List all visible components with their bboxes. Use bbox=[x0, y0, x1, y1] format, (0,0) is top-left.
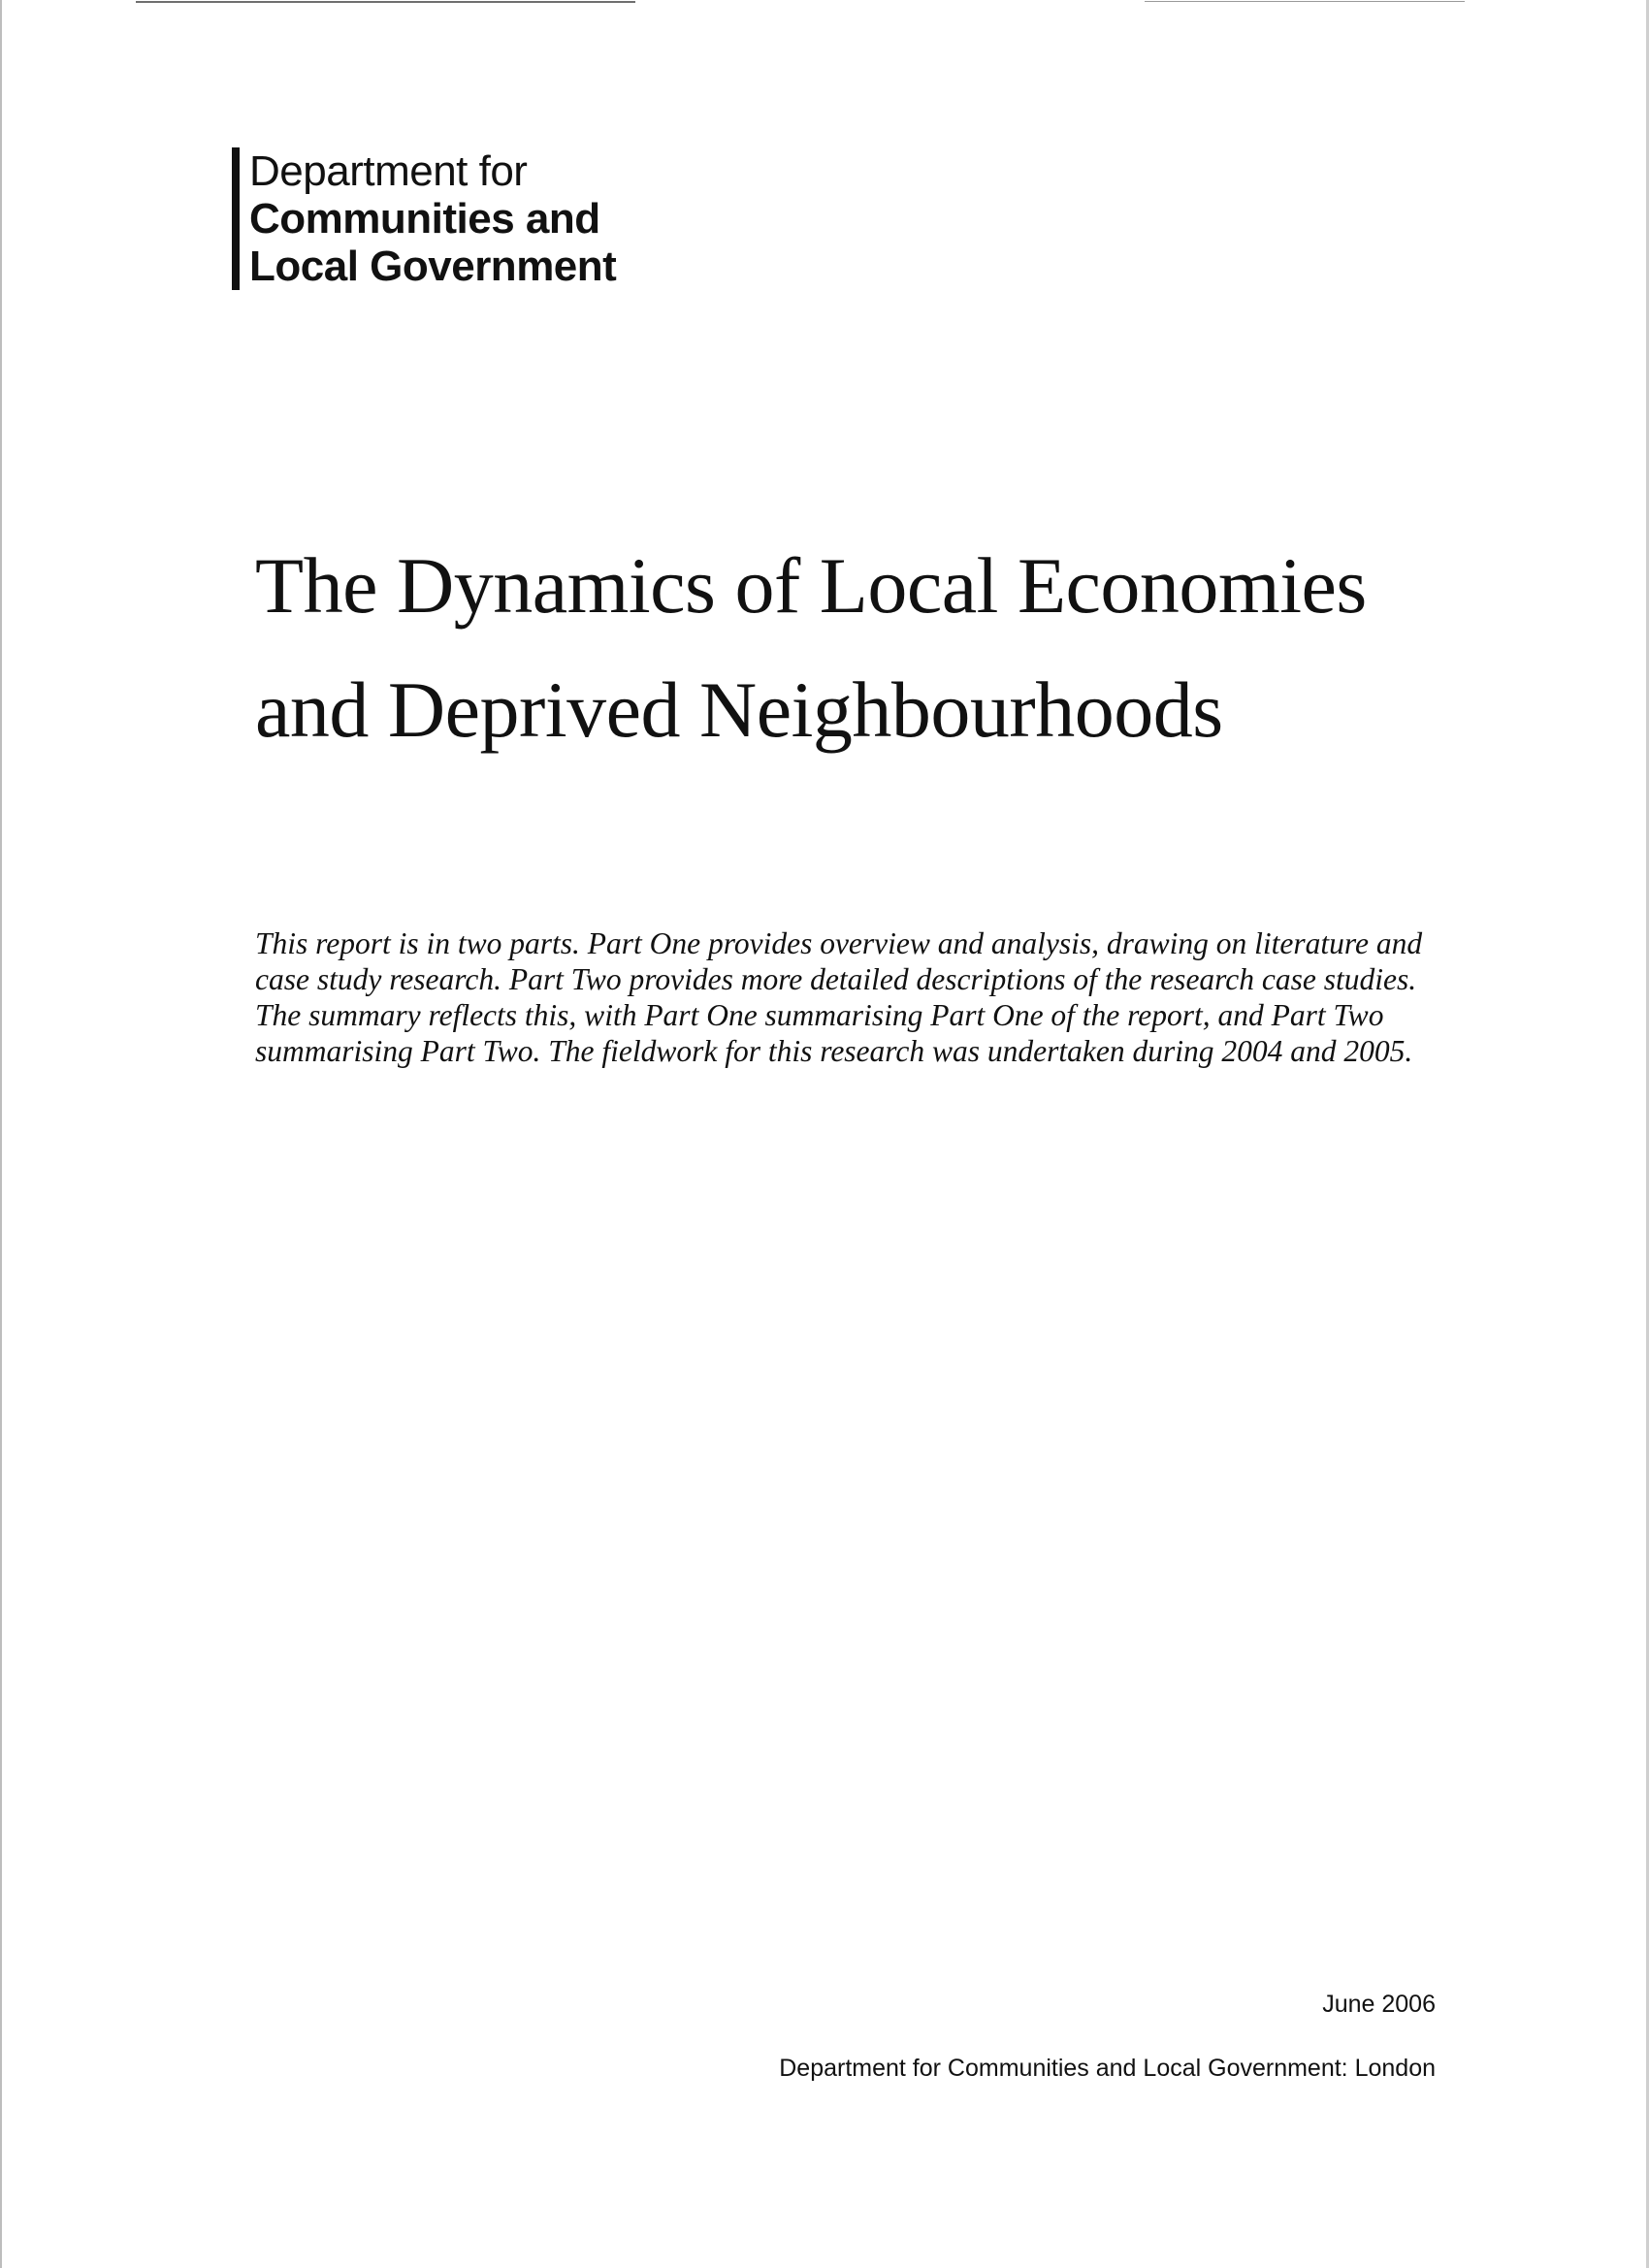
logo-line-local-government: Local Government bbox=[249, 243, 617, 290]
logo-bar bbox=[232, 147, 240, 290]
publication-date: June 2006 bbox=[1322, 1991, 1436, 2018]
logo-text bbox=[249, 147, 616, 290]
scan-artifact-top-right bbox=[1145, 1, 1465, 2]
scan-artifact-top bbox=[136, 1, 635, 3]
logo-line-department: Department for bbox=[249, 147, 528, 195]
scan-edge-left bbox=[0, 0, 2, 2268]
report-title-line1: The Dynamics of Local Economies bbox=[255, 541, 1367, 630]
report-title-line2: and Deprived Neighbourhoods bbox=[255, 665, 1223, 754]
publisher-line: Department for Communities and Local Government: London bbox=[779, 2055, 1436, 2082]
dclg-logo bbox=[232, 147, 616, 290]
logo-line-communities: Communities and bbox=[249, 195, 600, 243]
report-title bbox=[255, 524, 1468, 772]
report-summary: This report is in two parts. Part One provides overview and analysis, drawing on literature and case study research. Part Two provides more detailed descriptions of the research case studies. The summary reflects this, with Part One summarising Part One of the report, and Part Two summarising Part Two. The fieldwork for this research was undertaken during 2004 and 2005. bbox=[255, 926, 1423, 1068]
